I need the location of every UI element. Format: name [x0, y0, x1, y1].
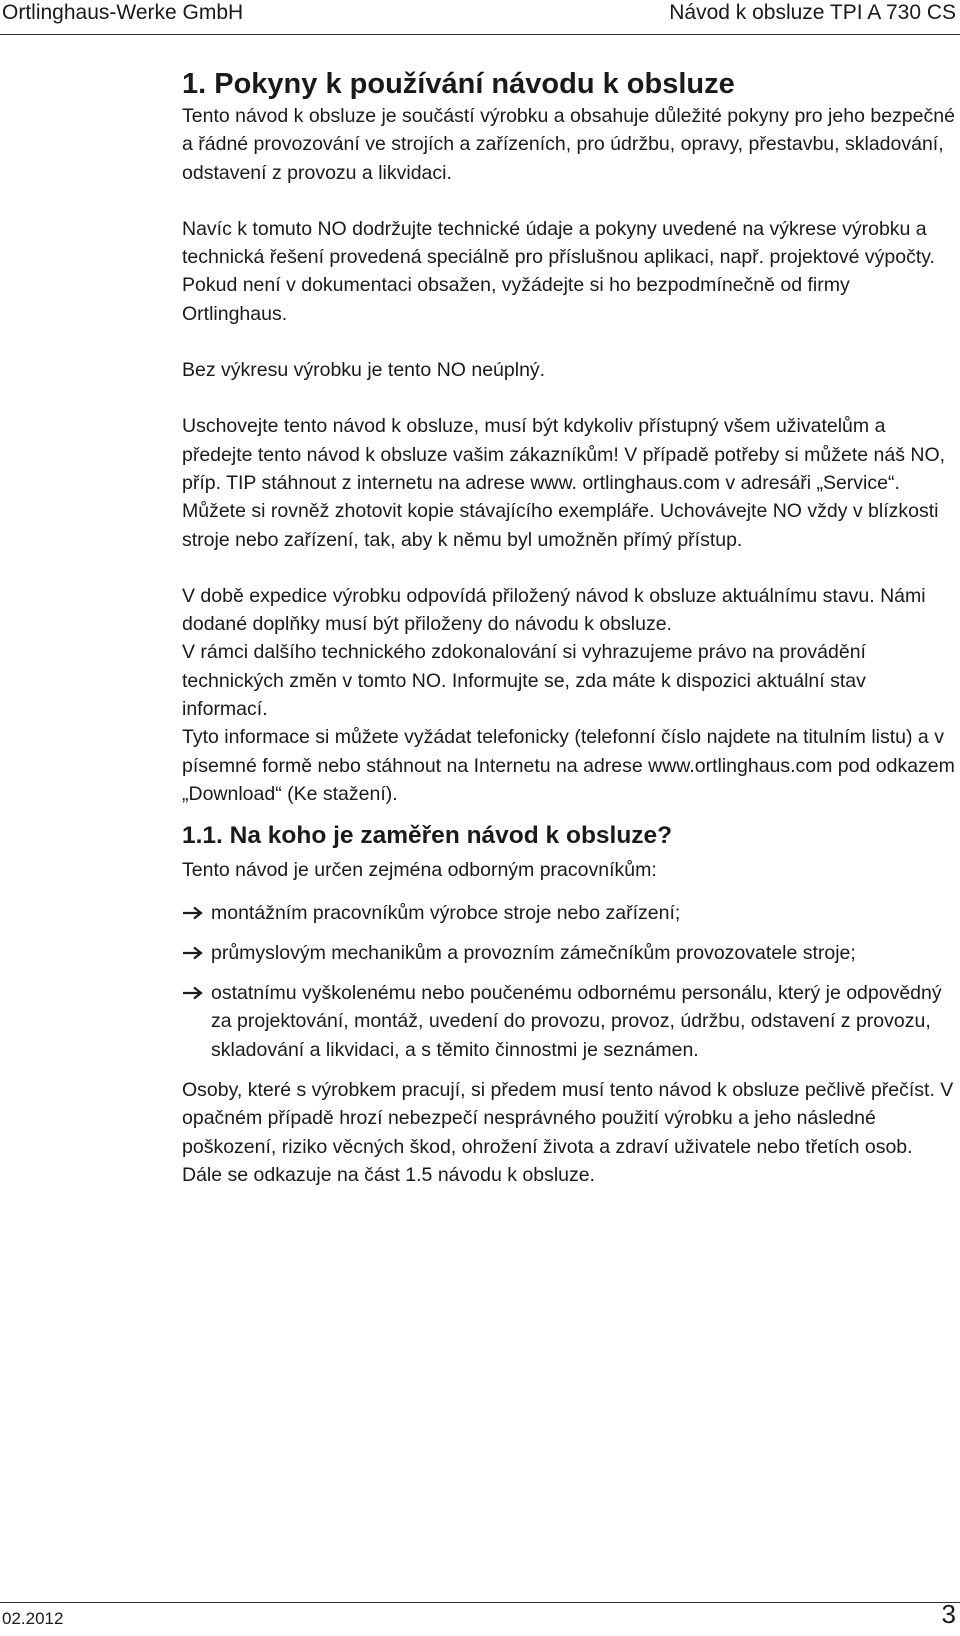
footer-date: 02.2012 [2, 1609, 64, 1628]
arrow-right-icon [182, 905, 204, 921]
paragraph-technical-changes: V rámci dalšího technického zdokonalování si vyhrazujeme právo na provádění technických změn v tomto NO. Informujte se, zda máte k dispozici aktuální stav informací. [182, 641, 866, 721]
arrow-right-icon [182, 945, 204, 961]
company-name: Ortlinghaus-Werke GmbH [2, 1, 244, 24]
subsection-intro: Tento návod je určen zejména odborným pracovníkům: [182, 859, 657, 882]
document-title: Návod k obsluze TPI A 730 CS [669, 1, 956, 24]
page-number: 3 [941, 1599, 956, 1629]
paragraph-current-state: V době expedice výrobku odpovídá přiložený návod k obsluze aktuálnímu stavu. Námi dodané doplňky musí být přiloženy do návodu k obsluze. [182, 584, 926, 636]
paragraph-technical-data: Navíc k tomuto NO dodržujte technické údaje a pokyny uvedené na výkrese výrobku a technická řešení provedená speciálně pro příslušnou aplikaci, např. projektové výpočty. Pokud není v dokumentaci obsažen, vyžádejte si ho bezpodmínečně od firmy Ortlinghaus. [182, 217, 935, 325]
paragraph-intro: Tento návod k obsluze je součástí výrobku a obsahuje důležité pokyny pro jeho bezpečné a řádné provozování ve strojích a zařízeních, pro údržbu, opravy, přestavbu, skladování, odstavení z provozu a likvidaci. [182, 105, 955, 184]
page-content [182, 66, 956, 1189]
list-item [182, 979, 956, 1064]
list-item-text: montážním pracovníkům výrobce stroje nebo zařízení; [211, 901, 681, 924]
list-item [182, 899, 956, 927]
list-item-text: průmyslovým mechanikům a provozním zámečníkům provozovatele stroje; [211, 941, 856, 964]
paragraph-storage: Uschovejte tento návod k obsluze, musí být kdykoliv přístupný všem uživatelům a předejte tento návod k obsluze vašim zákazníkům! V případě potřeby si můžete náš NO, příp. TIP stáhnout z internetu na adrese www. ortlinghaus.com v adresáři „Service“. Můžete si rovněž zhotovit kopie stávajícího exempláře. Uchovávejte NO vždy v blízkosti stroje nebo zařízení, tak, aby k němu byl umožněn přímý přístup. [182, 415, 946, 551]
list-item-text: ostatnímu vyškolenému nebo poučenému odbornému personálu, který je odpovědný za projektování, montáž, uvedení do provozu, provoz, údržbu, odstavení z provozu, skladování a likvidaci, a s těmito činnostmi je seznámen. [211, 982, 942, 1061]
paragraph-closing: Osoby, které s výrobkem pracují, si předem musí tento návod k obsluze pečlivě přečíst. V opačném případě hrozí nebezpečí nesprávného použití výrobku a jeho následné poškození, riziko věcných škod, ohrožení života a zdraví uživatele nebo třetích osob. Dále se odkazuje na část 1.5 návodu k obsluze. [182, 1079, 954, 1186]
audience-list [182, 899, 956, 1064]
section-heading: 1. Pokyny k používání návodu k obsluze [182, 68, 735, 100]
page-footer [0, 1599, 960, 1636]
subsection-heading: 1.1. Na koho je zaměřen návod k obsluze? [182, 822, 673, 850]
list-item [182, 939, 956, 967]
page-header [0, 0, 960, 35]
paragraph-incomplete-notice: Bez výkresu výrobku je tento NO neúplný. [182, 359, 546, 382]
arrow-right-icon [182, 985, 204, 1001]
paragraph-contact-info: Tyto informace si můžete vyžádat telefonicky (telefonní číslo najdete na titulním listu) a v písemné formě nebo stáhnout na Internetu na adrese www.ortlinghaus.com pod odkazem „Download“ (Ke stažení). [182, 726, 955, 805]
